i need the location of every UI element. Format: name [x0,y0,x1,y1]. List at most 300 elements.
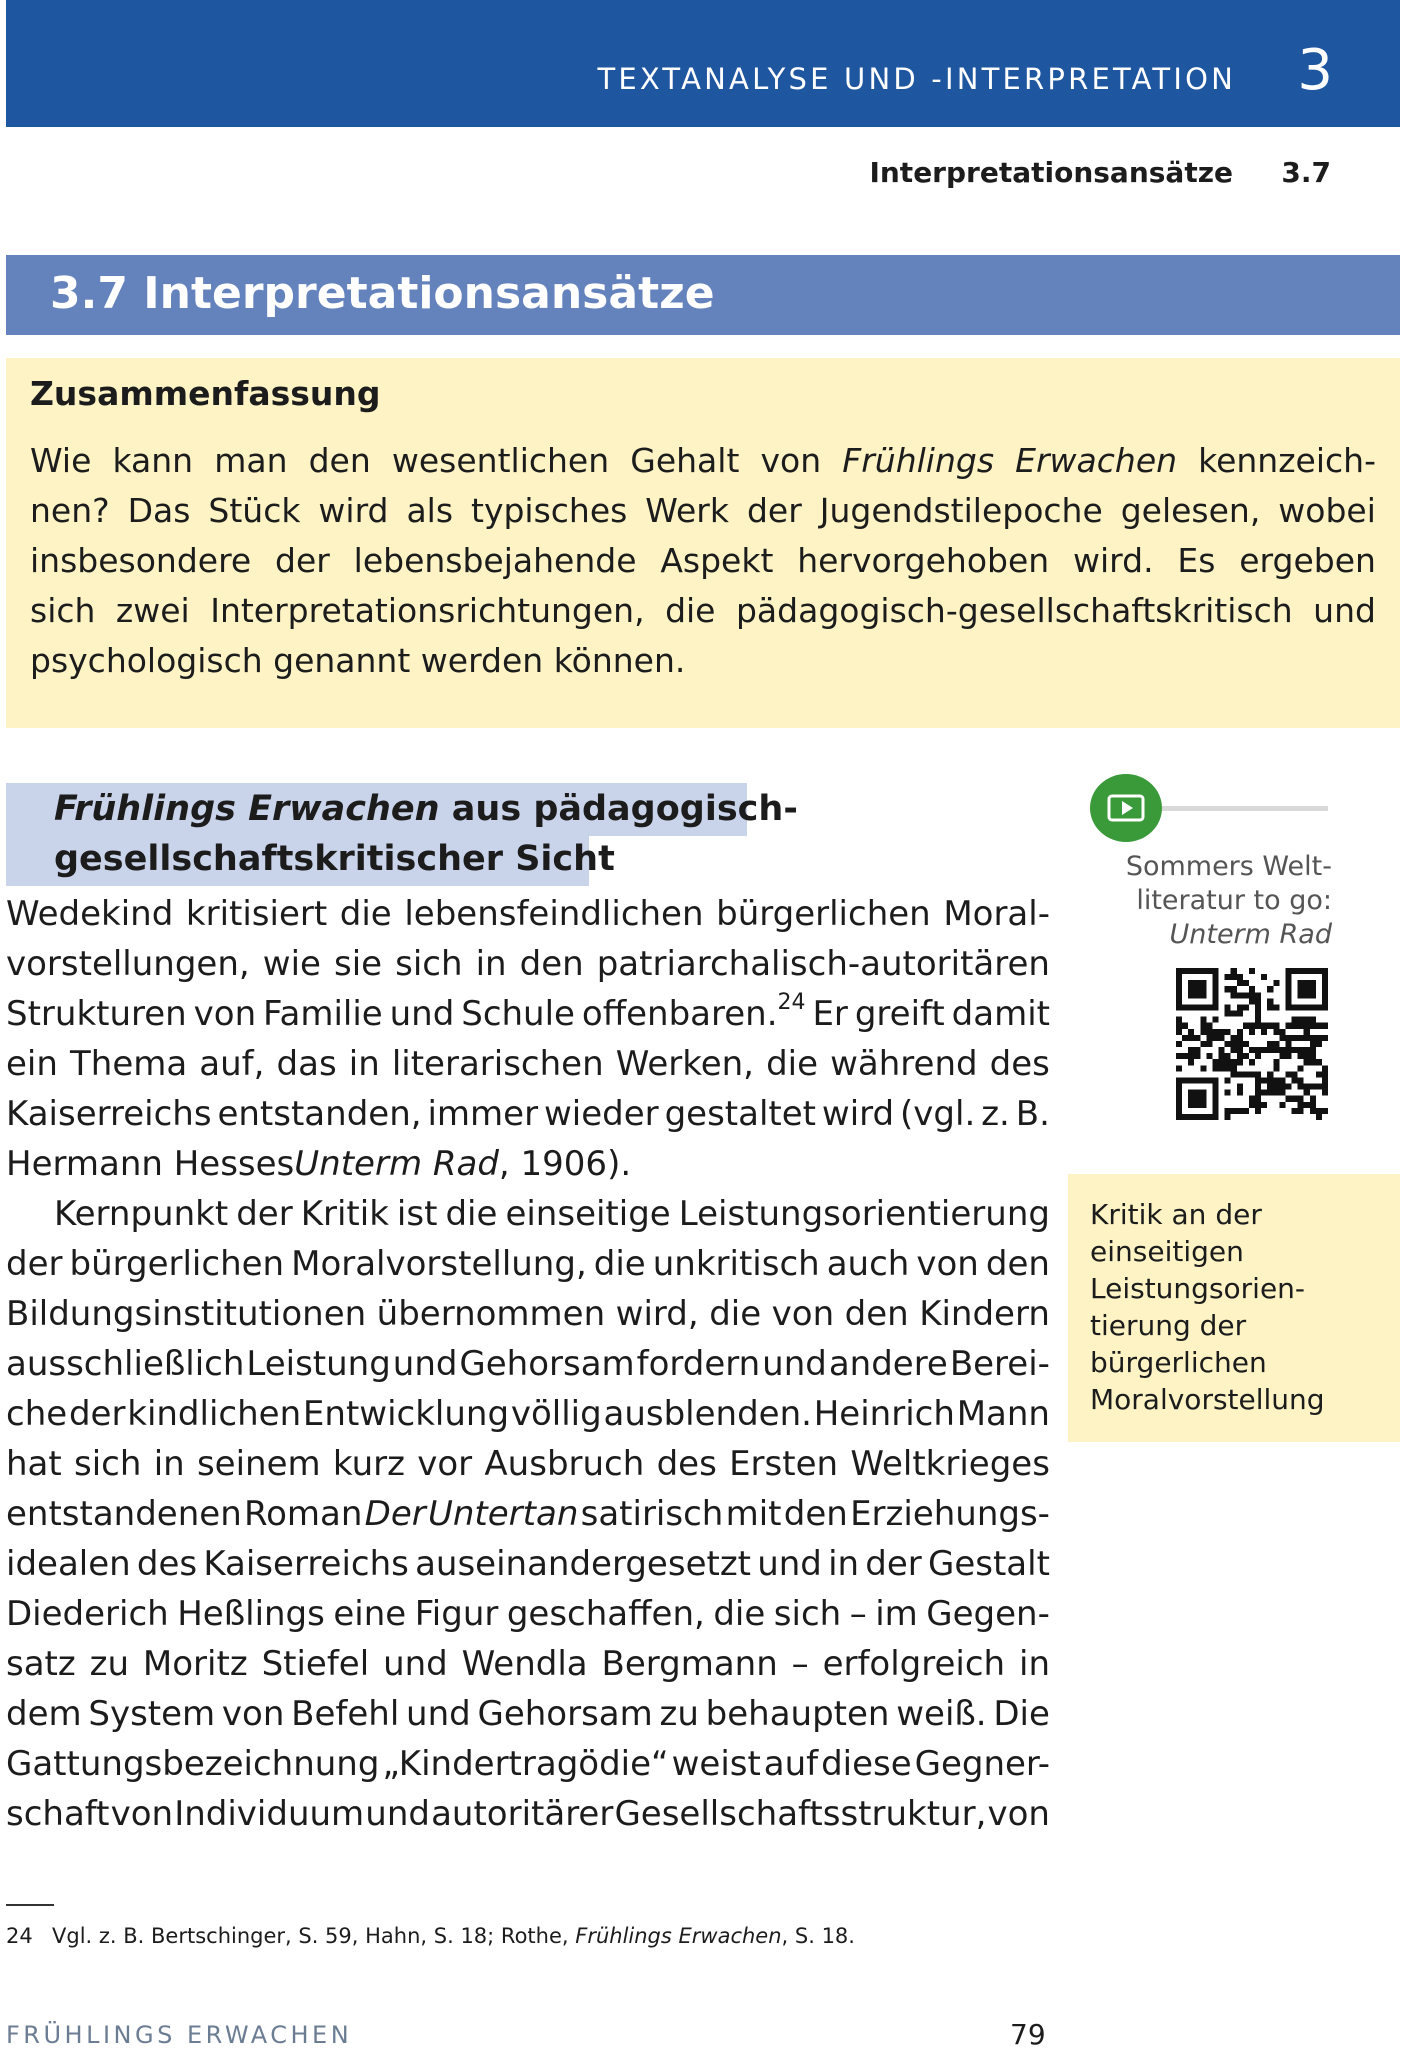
qr-module [1279,1102,1285,1108]
word: Werken, [615,1044,754,1084]
qr-module [1304,992,1310,998]
qr-module [1182,1004,1188,1010]
qr-module [1212,1096,1218,1102]
qr-module [1176,1077,1182,1083]
body-line [6,989,1050,1039]
word: Leistung [246,1344,391,1384]
qr-module [1249,998,1255,1004]
qr-module [1176,1029,1182,1035]
qr-module [1206,1041,1212,1047]
subheading-line: gesellschaftskritischer Sicht [54,839,615,879]
word: der [6,1244,63,1284]
qr-module [1237,1090,1243,1096]
word: typisches [471,491,628,530]
qr-module [1304,1084,1310,1090]
word: Bergmann [601,1644,778,1684]
qr-module [1255,998,1261,1004]
word: als [406,491,454,530]
qr-module [1176,1114,1182,1120]
footnote-rule [6,1904,54,1906]
qr-module [1316,1035,1322,1041]
qr-module [1304,986,1310,992]
word: auf, [199,1044,265,1084]
word: übernommen [376,1294,606,1334]
qr-module [1237,1035,1243,1041]
qr-module [1237,1053,1243,1059]
qr-module [1200,992,1206,998]
word: Gehorsam [459,1344,635,1384]
word: die [445,1194,498,1234]
body-italic: Unterm Rad [294,1144,499,1184]
body-line [6,1639,1050,1689]
qr-module [1255,1053,1261,1059]
qr-module [1219,1029,1225,1035]
qr-module [1200,986,1206,992]
qr-module [1322,1065,1328,1071]
word: wird, [615,1294,699,1334]
qr-module [1322,1004,1328,1010]
qr-module [1188,986,1194,992]
qr-module [1304,1035,1310,1041]
qr-module [1298,992,1304,998]
word: auf [763,1744,819,1784]
word: pädagogisch-gesellschaftskritisch [735,591,1293,630]
qr-module [1273,1084,1279,1090]
summary-line [30,536,1376,586]
footnote-text: Vgl. z. B. Bertschinger, S. 59, Hahn, S. 18; Rothe, [52,1924,576,1948]
qr-module [1188,980,1194,986]
qr-module [1304,1102,1310,1108]
qr-module [1194,980,1200,986]
qr-module [1206,1035,1212,1041]
qr-module [1225,1108,1231,1114]
qr-module [1267,998,1273,1004]
word: kritisiert [185,894,328,934]
margin-note-line: Leistungsorien- [1090,1272,1306,1305]
word: das [276,1044,337,1084]
qr-module [1182,1077,1188,1083]
word: die [665,591,716,630]
qr-module [1194,1035,1200,1041]
qr-module [1194,1047,1200,1053]
qr-module [1194,1096,1200,1102]
word: hervorgehoben [797,541,1050,580]
qr-module [1316,1071,1322,1077]
qr-module [1279,1090,1285,1096]
word: Stück [208,491,301,530]
margin-note-line: Moralvorstellung [1090,1383,1325,1416]
qr-module [1212,998,1218,1004]
word: vor [417,1444,473,1484]
qr-module [1279,1053,1285,1059]
qr-module [1310,1053,1316,1059]
qr-module [1194,1102,1200,1108]
footnote-italic: Frühlings Erwachen [575,1924,782,1948]
word: wobei [1278,491,1376,530]
word: der [746,491,802,530]
qr-module [1298,1108,1304,1114]
qr-module [1188,1053,1194,1059]
word: von [760,441,822,480]
word: in [828,1544,860,1584]
word: und [762,1344,827,1384]
qr-module [1188,1114,1194,1120]
word: der [275,541,330,580]
qr-code[interactable] [1176,968,1328,1120]
qr-module [1243,1108,1249,1114]
qr-module [1188,1059,1194,1065]
qr-module [1255,1090,1261,1096]
word: der [68,1394,126,1434]
qr-module [1285,1041,1291,1047]
qr-module [1285,1096,1291,1102]
word: Gegen- [926,1594,1050,1634]
qr-module [1212,1065,1218,1071]
qr-module [1310,1017,1316,1023]
word: Das [127,491,191,530]
word: behaupten [705,1694,890,1734]
word: kindlichen [127,1394,302,1434]
qr-module [1298,1047,1304,1053]
media-progress-line [1162,806,1328,811]
word: des [989,1044,1050,1084]
qr-module [1292,1023,1298,1029]
qr-module [1225,1041,1231,1047]
word: Familie [263,994,383,1034]
margin-note [1068,1174,1400,1442]
qr-module [1176,1102,1182,1108]
qr-module [1188,992,1194,998]
qr-module [1304,1090,1310,1096]
qr-module [1194,986,1200,992]
qr-module [1206,1029,1212,1035]
word: in [475,944,507,984]
qr-module [1255,1023,1261,1029]
qr-module [1176,998,1182,1004]
qr-module [1267,1071,1273,1077]
word: von [110,1794,174,1834]
qr-module [1285,980,1291,986]
word: die [709,1294,762,1334]
summary-italic: Erwachen [1015,441,1178,480]
qr-module [1322,980,1328,986]
qr-module [1182,1053,1188,1059]
qr-module [1292,1035,1298,1041]
qr-module [1188,968,1194,974]
summary-line [30,586,1376,636]
word: Thema [70,1044,188,1084]
word: völlig [510,1394,602,1434]
word: vorstellungen, [6,944,250,984]
qr-module [1225,1114,1231,1120]
qr-module [1206,1114,1212,1120]
word: ein [6,1044,58,1084]
qr-module [1231,1011,1237,1017]
qr-module [1316,1114,1322,1120]
qr-module [1310,1059,1316,1065]
qr-module [1261,1102,1267,1108]
word: in [1019,1644,1050,1684]
running-header-title: Interpretationsansätze [869,156,1233,189]
qr-module [1231,992,1237,998]
word: auseinandergesetzt [415,1544,751,1584]
body-line [6,1189,1050,1239]
qr-module [1243,992,1249,998]
word: wird. [1073,541,1154,580]
qr-module [1267,1077,1273,1083]
qr-module [1176,1084,1182,1090]
qr-module [1243,1071,1249,1077]
qr-module [1237,980,1243,986]
word: unkritisch [652,1244,820,1284]
word: ausblenden. [603,1394,812,1434]
qr-module [1310,980,1316,986]
word: Moritz [142,1644,248,1684]
word: Kindern [919,1294,1050,1334]
summary-line [30,436,1376,486]
word: Individuum [174,1794,365,1834]
qr-module [1322,1071,1328,1077]
word: wesentlichen [391,441,610,480]
word: Kernpunkt [54,1194,229,1234]
word: von [193,994,257,1034]
qr-module [1285,1047,1291,1053]
qr-module [1298,1096,1304,1102]
qr-module [1249,1029,1255,1035]
word: Moral- [943,894,1050,934]
qr-module [1176,1017,1182,1023]
word: von [987,1794,1050,1834]
body-line [6,1289,1050,1339]
qr-module [1267,1084,1273,1090]
qr-module [1322,1108,1328,1114]
qr-module [1285,974,1291,980]
word: wird [318,491,389,530]
qr-module [1292,1047,1298,1053]
word: weiß. [896,1694,987,1734]
qr-module [1316,968,1322,974]
body-line [6,1739,1050,1789]
qr-module [1212,1077,1218,1083]
qr-module [1267,1047,1273,1053]
body-line [6,1039,1050,1089]
word: des [656,1444,717,1484]
qr-module [1261,1047,1267,1053]
qr-module [1273,1059,1279,1065]
qr-module [1206,1077,1212,1083]
margin-note-line: bürgerlichen [1090,1346,1267,1379]
word: offenbaren.$^{24}$ [581,989,806,1034]
word: die [713,1594,766,1634]
word: in [153,1444,185,1484]
word: Schule [461,994,575,1034]
word: der [236,1194,293,1234]
word: idealen [6,1544,131,1584]
qr-module [1304,1004,1310,1010]
qr-module [1231,968,1237,974]
word: gelesen, [1120,491,1261,530]
qr-module [1237,1011,1243,1017]
qr-module [1267,1023,1273,1029]
word: gestaltet [664,1094,816,1134]
word: Ausbruch [484,1444,645,1484]
qr-module [1231,986,1237,992]
qr-module [1243,1023,1249,1029]
qr-module [1249,992,1255,998]
qr-module [1237,1071,1243,1077]
qr-module [1231,1041,1237,1047]
word: sich [74,1444,142,1484]
qr-module [1322,968,1328,974]
qr-module [1322,992,1328,998]
word: lebensfeindlichen [404,894,704,934]
qr-module [1188,1090,1194,1096]
word: Aspekt [660,541,774,580]
word: erfolgreich [822,1644,1006,1684]
qr-module [1285,1071,1291,1077]
word: seinem [196,1444,321,1484]
qr-module [1304,1059,1310,1065]
word: „Kindertragödie“ [382,1744,669,1784]
word: den [844,1294,909,1334]
word: den [783,1494,848,1534]
qr-module [1304,1029,1310,1035]
word: Leistungsorientierung [678,1194,1050,1234]
qr-module [1231,1065,1237,1071]
qr-module [1285,1053,1291,1059]
play-icon[interactable] [1090,774,1162,842]
qr-module [1292,1017,1298,1023]
qr-module [1249,1071,1255,1077]
word: zu [89,1644,130,1684]
word: während [830,1044,978,1084]
qr-module [1194,968,1200,974]
qr-module [1194,1053,1200,1059]
qr-module [1310,986,1316,992]
qr-module [1279,1035,1285,1041]
qr-module [1200,980,1206,986]
word: Gestalt [927,1544,1050,1584]
body-line [6,1539,1050,1589]
qr-module [1237,1084,1243,1090]
word: die [766,1044,819,1084]
qr-module [1212,968,1218,974]
qr-module [1176,1023,1182,1029]
qr-module [1200,1029,1206,1035]
qr-module [1292,968,1298,974]
word: Gehalt [630,441,740,480]
qr-module [1322,998,1328,1004]
word: sich [773,1594,842,1634]
qr-module [1249,968,1255,974]
word: wird [821,1094,895,1134]
qr-module [1225,1004,1231,1010]
qr-module [1188,1096,1194,1102]
media-caption[interactable] [1070,850,1332,952]
page-number: 79 [1010,2018,1046,2051]
summary-line [30,636,1376,686]
qr-module [1310,1084,1316,1090]
word: sich [30,591,96,630]
qr-module [1273,1041,1279,1047]
section-title-text: Interpretationsansätze [143,268,715,319]
footnote-text: , S. 18. [781,1924,855,1948]
qr-module [1322,1035,1328,1041]
qr-module [1255,1017,1261,1023]
qr-module [1255,1077,1261,1083]
word: geschaffen, [506,1594,705,1634]
qr-module [1273,1023,1279,1029]
qr-module [1285,1004,1291,1010]
qr-module [1316,1059,1322,1065]
qr-module [1316,1041,1322,1047]
word: den [519,944,584,984]
footnote [6,1924,855,1948]
body-line [6,1389,1050,1439]
qr-module [1292,1004,1298,1010]
body-line [6,1439,1050,1489]
word: mit [725,1494,782,1534]
qr-module [1194,1090,1200,1096]
word: wie [262,944,321,984]
word: zwei [115,591,190,630]
qr-module [1237,1047,1243,1053]
word: sie [333,944,383,984]
qr-module [1273,1047,1279,1053]
margin-note-line: Kritik an der [1090,1198,1262,1231]
qr-module [1322,986,1328,992]
word: (vgl. [900,1094,976,1134]
qr-module [1225,1077,1231,1083]
qr-module [1292,1071,1298,1077]
qr-module [1225,1065,1231,1071]
qr-module [1188,1004,1194,1010]
qr-module [1292,1077,1298,1083]
qr-module [1255,1108,1261,1114]
word: kennzeich- [1198,441,1376,480]
qr-module [1219,1035,1225,1041]
qr-module [1304,1053,1310,1059]
qr-module [1200,1090,1206,1096]
qr-module [1212,1035,1218,1041]
word: satirisch [580,1494,724,1534]
word: System [88,1694,216,1734]
word: eine [333,1594,407,1634]
word: auch [826,1244,910,1284]
qr-module [1188,1035,1194,1041]
qr-module [1316,1004,1322,1010]
qr-module [1243,1004,1249,1010]
word: weist [671,1744,761,1784]
qr-module [1182,1035,1188,1041]
body-line [6,1689,1050,1739]
qr-module [1310,1023,1316,1029]
word: und [365,1794,430,1834]
word: Heinrich [813,1394,955,1434]
qr-module [1285,986,1291,992]
word: und [1313,591,1376,630]
qr-module [1212,1029,1218,1035]
qr-module [1273,1077,1279,1083]
word: sich [395,944,463,984]
word: im [875,1594,918,1634]
qr-module [1188,1047,1194,1053]
word: Die [993,1694,1050,1734]
qr-module [1188,1077,1194,1083]
qr-module [1237,1041,1243,1047]
qr-module [1231,974,1237,980]
word: hat [6,1444,62,1484]
